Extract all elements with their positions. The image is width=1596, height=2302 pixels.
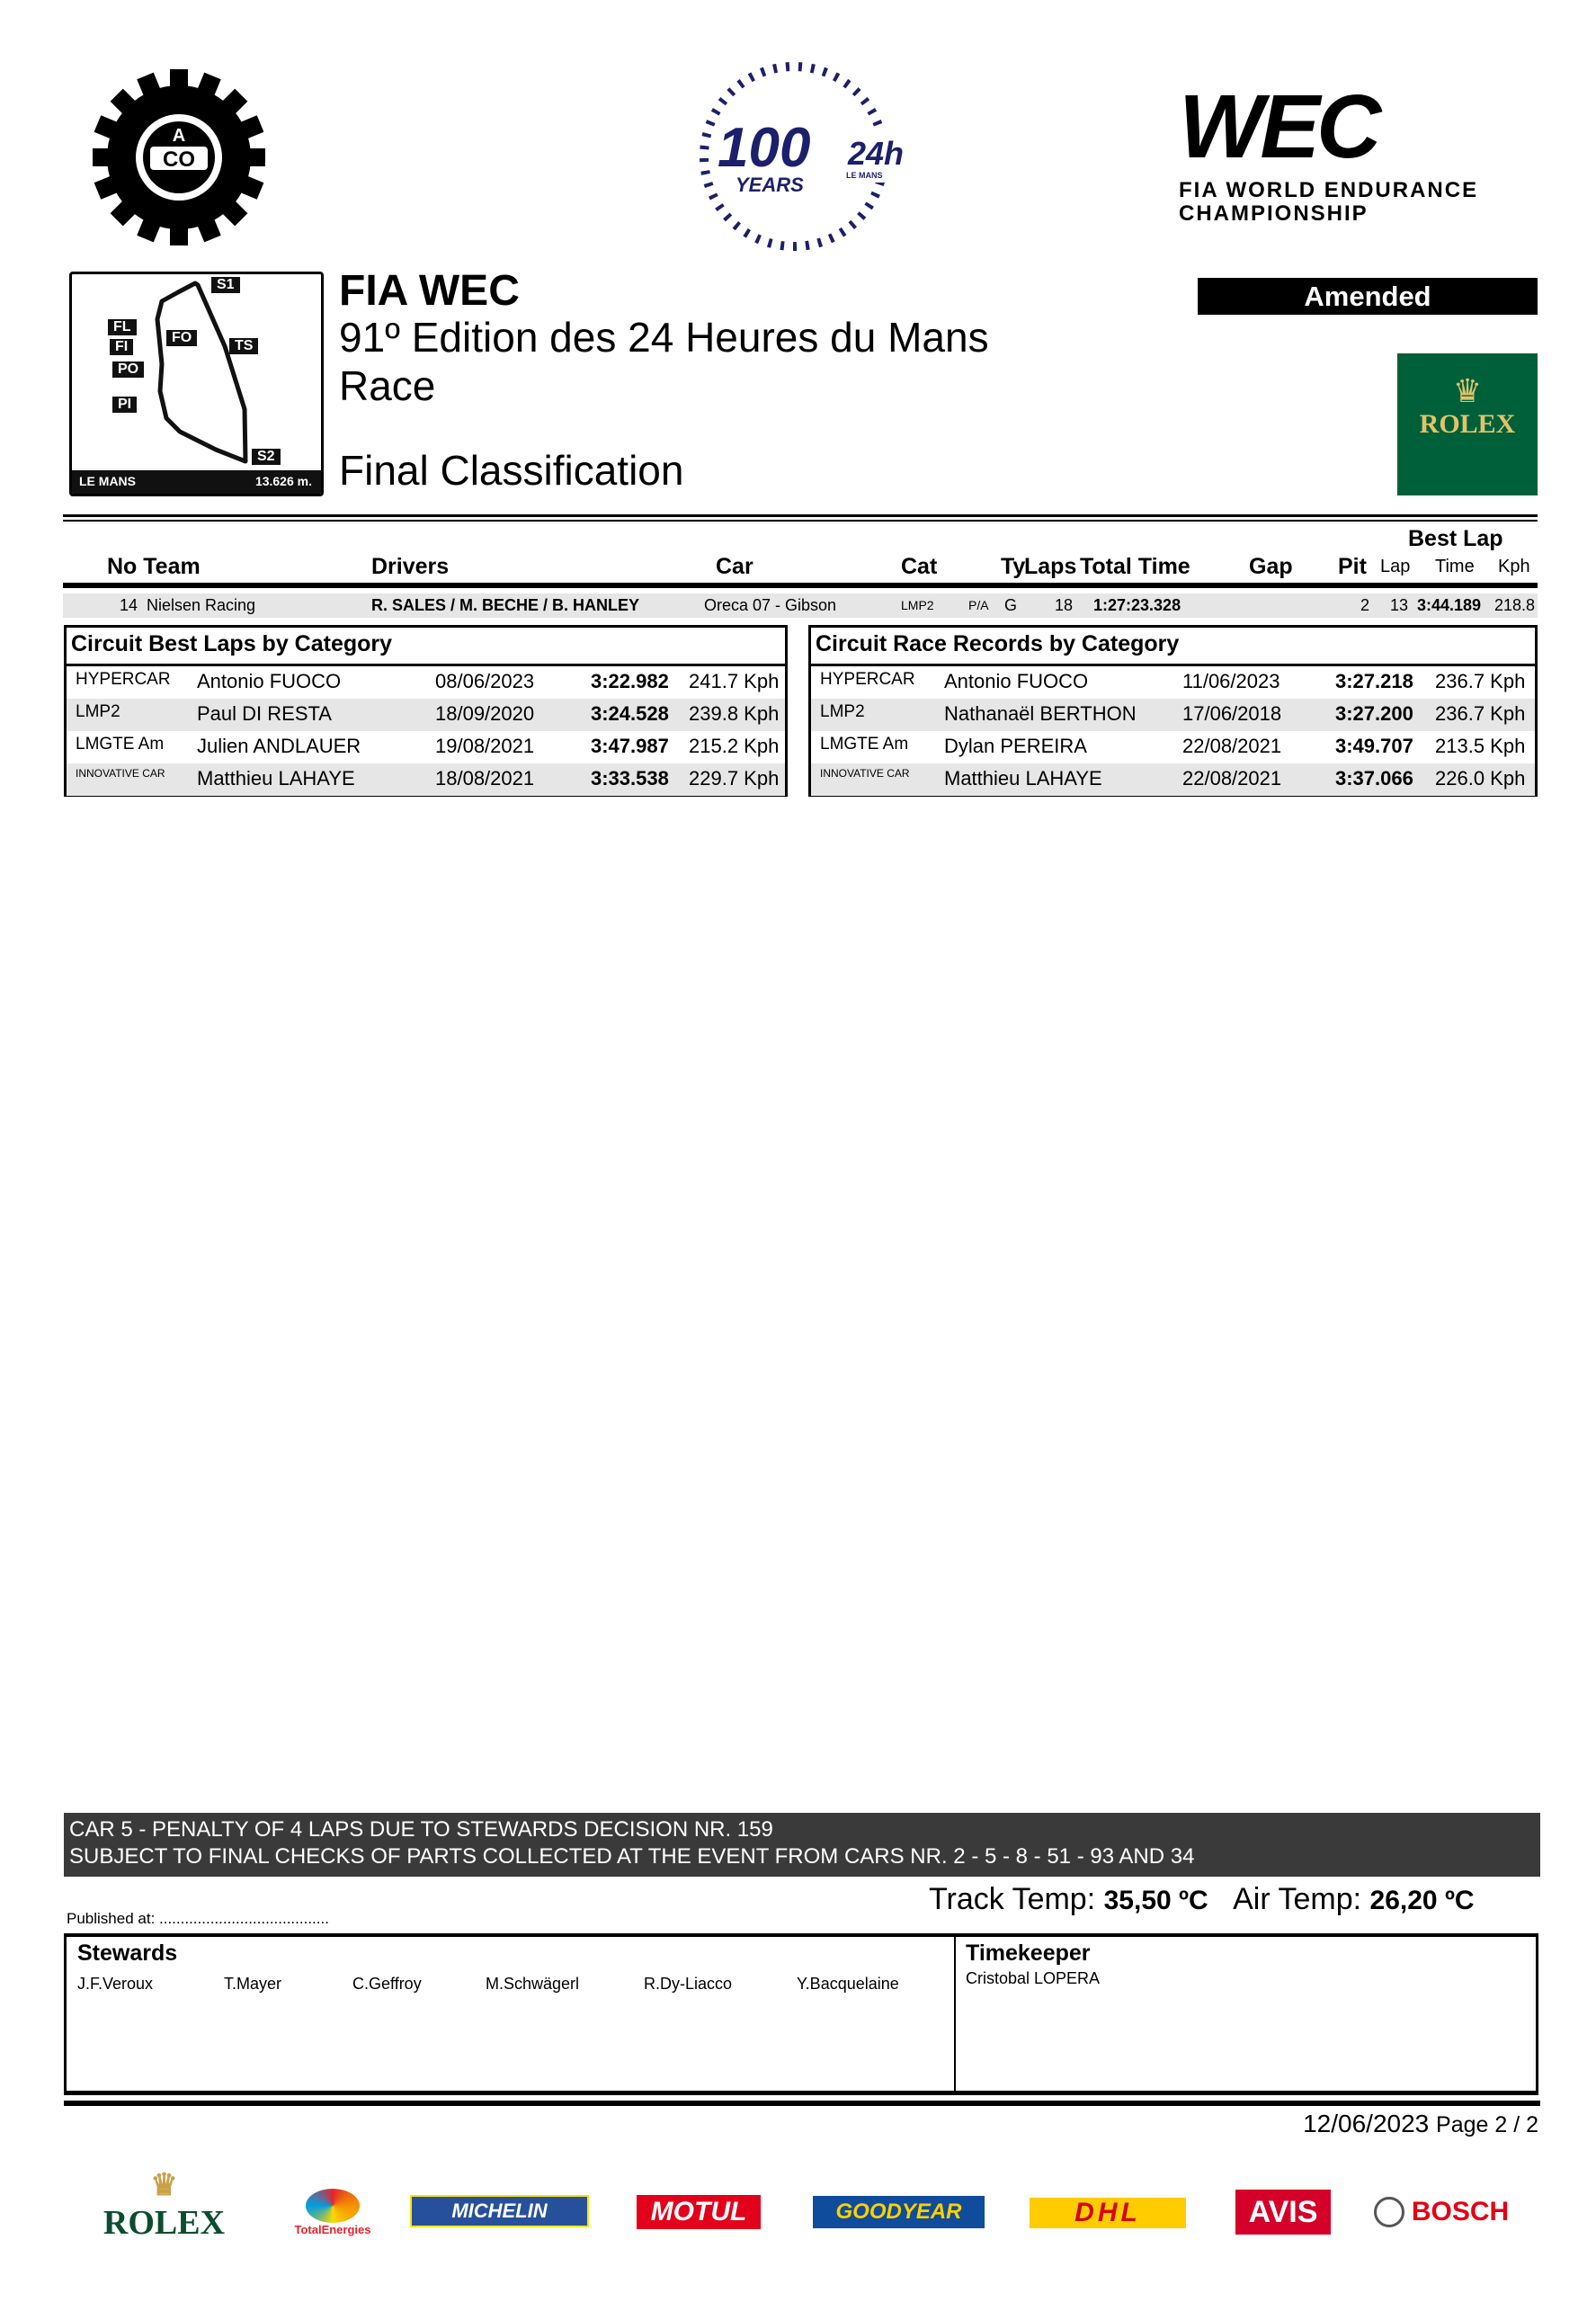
bosch-icon: [1374, 2197, 1404, 2227]
sponsor-motul: MOTUL: [637, 2195, 761, 2229]
svg-text:LE MANS: LE MANS: [846, 171, 883, 180]
svg-text:YEARS: YEARS: [736, 174, 804, 196]
cell: 18/09/2020: [435, 702, 535, 725]
sponsor-michelin: MICHELIN: [410, 2195, 589, 2227]
pa: P/A: [968, 598, 989, 612]
car-number: 14: [120, 596, 138, 614]
table-row: [67, 666, 785, 699]
car: Oreca 07 - Gibson: [704, 596, 837, 614]
best-time: 3:44.189: [1417, 596, 1482, 614]
svg-text:CO: CO: [163, 147, 195, 172]
col-kph: Kph: [1498, 557, 1530, 576]
cell: HYPERCAR: [76, 670, 171, 689]
steward: C.Geffroy: [352, 1975, 422, 1993]
race-records-title: Circuit Race Records by Category: [811, 628, 1535, 666]
laps: 18: [1055, 596, 1074, 614]
note-line: SUBJECT TO FINAL CHECKS OF PARTS COLLECTED AT THE EVENT FROM CARS NR. 2 - 5 - 8 - 51 - 93 AND 34: [69, 1844, 1195, 1869]
status-badge: Amended: [1198, 278, 1538, 315]
session-title: Race: [339, 362, 436, 409]
table-row: [811, 666, 1535, 699]
col-total-time: Total Time: [1080, 554, 1190, 579]
track-temp-label: Track Temp:: [929, 1882, 1096, 1916]
best-laps-title: Circuit Best Laps by Category: [67, 628, 785, 666]
cell: 3:47.987: [591, 735, 669, 757]
cell: Dylan PEREIRA: [944, 735, 1087, 757]
event-title: 91º Edition des 24 Heures du Mans: [339, 314, 989, 361]
cell: 18/08/2021: [435, 767, 535, 790]
marker-s1: S1: [211, 277, 240, 293]
track-temp: 35,50 ºC: [1103, 1886, 1208, 1915]
steward: Y.Bacquelaine: [797, 1975, 899, 1993]
steward: R.Dy-Liacco: [644, 1975, 733, 1993]
best-lap: 13: [1390, 596, 1409, 614]
aco-logo: [93, 67, 265, 246]
print-date: 12/06/2023: [1303, 2110, 1430, 2137]
page-footer: [1303, 2110, 1538, 2138]
marker-ts: TS: [229, 338, 258, 354]
cell: INNOVATIVE CAR: [76, 767, 165, 780]
cell: Paul DI RESTA: [197, 702, 332, 725]
cell: 239.8 Kph: [689, 702, 780, 725]
col-car: Car: [716, 554, 753, 579]
timekeeper-label: Timekeeper: [966, 1941, 1091, 1966]
col-no-team: No Team: [107, 554, 201, 579]
col-laps: Laps: [1024, 554, 1077, 579]
cell: 3:49.707: [1335, 735, 1413, 757]
cell: Matthieu LAHAYE: [197, 767, 355, 790]
cell: 22/08/2021: [1182, 767, 1282, 790]
tyre: G: [1004, 596, 1018, 614]
document-title: Final Classification: [339, 447, 684, 494]
centenary-logo: [686, 57, 911, 256]
steward: J.F.Veroux: [77, 1975, 154, 1993]
col-time: Time: [1435, 557, 1475, 576]
sponsor-rolex: ♛ ROLEX: [103, 2169, 226, 2242]
marker-fi: FI: [110, 339, 133, 355]
centenary-number: 100: [718, 117, 811, 179]
col-ty: Ty: [1001, 554, 1026, 579]
col-pit: Pit: [1338, 554, 1367, 579]
sponsor-goodyear: GOODYEAR: [813, 2196, 985, 2228]
table-row[interactable]: [63, 593, 1538, 618]
cell: 241.7 Kph: [689, 670, 780, 692]
col-cat: Cat: [901, 554, 938, 579]
table-row: [67, 699, 785, 731]
cell: 213.5 Kph: [1435, 735, 1526, 757]
cell: LMP2: [76, 702, 120, 721]
col-lap: Lap: [1380, 557, 1411, 576]
pit: 2: [1360, 596, 1370, 614]
sponsor-dhl: DHL: [1030, 2198, 1186, 2228]
cell: 3:33.538: [591, 767, 669, 790]
series-title: FIA WEC: [339, 267, 520, 315]
cell: 19/08/2021: [435, 735, 535, 757]
total-time: 1:27:23.328: [1093, 596, 1181, 614]
rolex-logo: ♛ ROLEX: [1397, 353, 1538, 495]
cell: 229.7 Kph: [689, 767, 780, 790]
table-row: [67, 731, 785, 763]
marker-s2: S2: [252, 449, 281, 465]
best-laps-table: [64, 625, 788, 797]
sponsor-bosch: BOSCH: [1369, 2194, 1513, 2230]
table-row: [811, 731, 1535, 763]
drivers: R. SALES / M. BECHE / B. HANLEY: [371, 596, 640, 614]
cell: Nathanaël BERTHON: [944, 702, 1137, 725]
air-temp: 26,20 ºC: [1369, 1886, 1475, 1915]
notes-box: [64, 1813, 1540, 1877]
sponsor-totalenergies: TotalEnergies: [288, 2181, 378, 2244]
race-records-table: [808, 625, 1538, 797]
crown-icon: ♛: [1452, 372, 1483, 409]
svg-text:A: A: [172, 126, 186, 146]
cell: 11/06/2023: [1182, 670, 1280, 692]
marker-fo: FO: [166, 330, 197, 346]
track-outline: [72, 274, 324, 468]
track-footer: [72, 470, 321, 494]
col-gap: Gap: [1249, 554, 1293, 579]
steward: T.Mayer: [224, 1975, 282, 1993]
timekeeper: Cristobal LOPERA: [966, 1969, 1101, 1987]
best-kph: 218.8: [1494, 596, 1536, 614]
table-row: [67, 763, 785, 796]
marker-po: PO: [112, 361, 144, 378]
cell: 3:27.200: [1335, 702, 1413, 725]
marker-pi: PI: [112, 397, 137, 413]
cell: Julien ANDLAUER: [197, 735, 361, 757]
team-name: Nielsen Racing: [147, 596, 256, 614]
track-length: 13.626 m.: [254, 474, 312, 488]
cell: 226.0 Kph: [1435, 767, 1526, 790]
cell: 3:22.982: [591, 670, 669, 692]
cell: 08/06/2023: [435, 670, 535, 692]
wec-logo: WEC FIA WORLD ENDURANCE CHAMPIONSHIP: [1179, 76, 1479, 226]
table-row: [811, 699, 1535, 731]
cell: 22/08/2021: [1182, 735, 1282, 757]
cell: LMGTE Am: [820, 735, 909, 754]
totalenergies-icon: [306, 2189, 360, 2223]
cell: Antonio FUOCO: [197, 670, 342, 692]
cell: 3:37.066: [1335, 767, 1413, 790]
officials-box: [64, 1933, 1538, 2095]
category: LMP2: [901, 598, 934, 612]
cell: LMGTE Am: [76, 735, 165, 754]
sponsor-avis: AVIS: [1235, 2190, 1331, 2235]
cell: Antonio FUOCO: [944, 670, 1089, 692]
stewards-label: Stewards: [77, 1941, 178, 1966]
published-at: Published at: ........................................: [67, 1910, 329, 1927]
page-number: Page 2 / 2: [1436, 2112, 1538, 2137]
cell: 3:27.218: [1335, 670, 1413, 692]
best-lap-header: Best Lap: [1408, 526, 1503, 551]
cell: Matthieu LAHAYE: [944, 767, 1102, 790]
cell: 236.7 Kph: [1435, 702, 1526, 725]
air-temp-label: Air Temp:: [1233, 1882, 1362, 1916]
steward: M.Schwägerl: [486, 1975, 580, 1993]
track-name: LE MANS: [79, 474, 136, 488]
note-line: CAR 5 - PENALTY OF 4 LAPS DUE TO STEWARDS DECISION NR. 159: [69, 1817, 773, 1842]
cell: 236.7 Kph: [1435, 670, 1526, 692]
cell: 17/06/2018: [1182, 702, 1282, 725]
marker-fl: FL: [108, 319, 137, 335]
cell: 3:24.528: [591, 702, 669, 725]
cell: INNOVATIVE CAR: [820, 767, 910, 780]
cell: 215.2 Kph: [689, 735, 780, 757]
table-row: [811, 763, 1535, 796]
cell: LMP2: [820, 702, 865, 721]
crown-icon: ♛: [150, 2169, 178, 2202]
temperatures: [929, 1882, 1475, 1917]
svg-text:24h: 24h: [848, 135, 905, 172]
col-drivers: Drivers: [371, 554, 450, 579]
cell: HYPERCAR: [820, 670, 915, 689]
track-map: [69, 272, 324, 496]
